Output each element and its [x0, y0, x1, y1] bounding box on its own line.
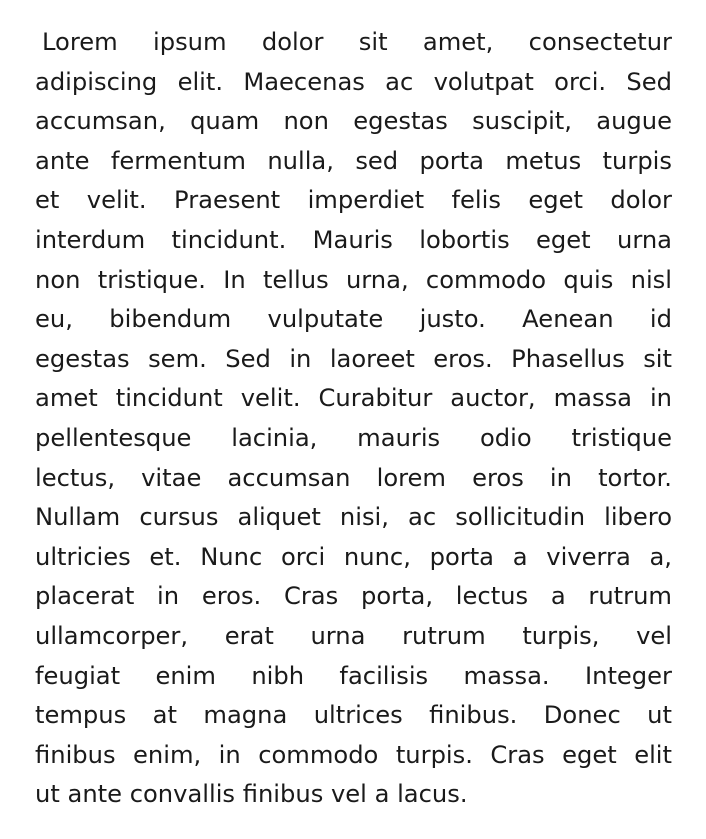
paragraph-line: interdum tincidunt. Mauris lobortis eget urna	[35, 225, 672, 254]
paragraph-line: Lorem ipsum dolor sit amet, consectetur	[42, 28, 672, 56]
paragraph-line: feugiat enim nibh facilisis massa. Integer	[35, 661, 672, 690]
paragraph-line: egestas sem. Sed in laoreet eros. Phasellus sit	[35, 344, 672, 373]
paragraph-line: amet tincidunt velit. Curabitur auctor, massa in	[35, 384, 672, 413]
paragraph-line: eu, bibendum vulputate justo. Aenean id	[35, 305, 672, 334]
paragraph-line: et velit. Praesent imperdiet felis eget dolor	[35, 186, 672, 215]
paragraph-line: ultricies et. Nunc orci nunc, porta a viverra a,	[35, 542, 672, 571]
paragraph-line: pellentesque lacinia, mauris odio tristique	[35, 423, 672, 452]
paragraph-line: lectus, vitae accumsan lorem eros in tortor.	[35, 463, 672, 492]
paragraph-line: finibus enim, in commodo turpis. Cras eget elit	[35, 740, 672, 769]
body-paragraph	[35, 23, 672, 815]
paragraph-line: tempus at magna ultrices finibus. Donec ut	[35, 701, 672, 730]
paragraph-line: accumsan, quam non egestas suscipit, augue	[35, 107, 672, 136]
paragraph-line: ante fermentum nulla, sed porta metus turpis	[35, 146, 672, 175]
paragraph-line: non tristique. In tellus urna, commodo quis nisl	[35, 265, 672, 294]
document-page	[35, 23, 672, 815]
paragraph-line: ullamcorper, erat urna rutrum turpis, vel	[35, 621, 672, 650]
paragraph-line: placerat in eros. Cras porta, lectus a rutrum	[35, 582, 672, 611]
paragraph-line: adipiscing elit. Maecenas ac volutpat orci. Sed	[35, 67, 672, 96]
paragraph-line: Nullam cursus aliquet nisi, ac sollicitudin libero	[35, 503, 672, 532]
paragraph-line: ut ante convallis finibus vel a lacus.	[35, 780, 468, 809]
